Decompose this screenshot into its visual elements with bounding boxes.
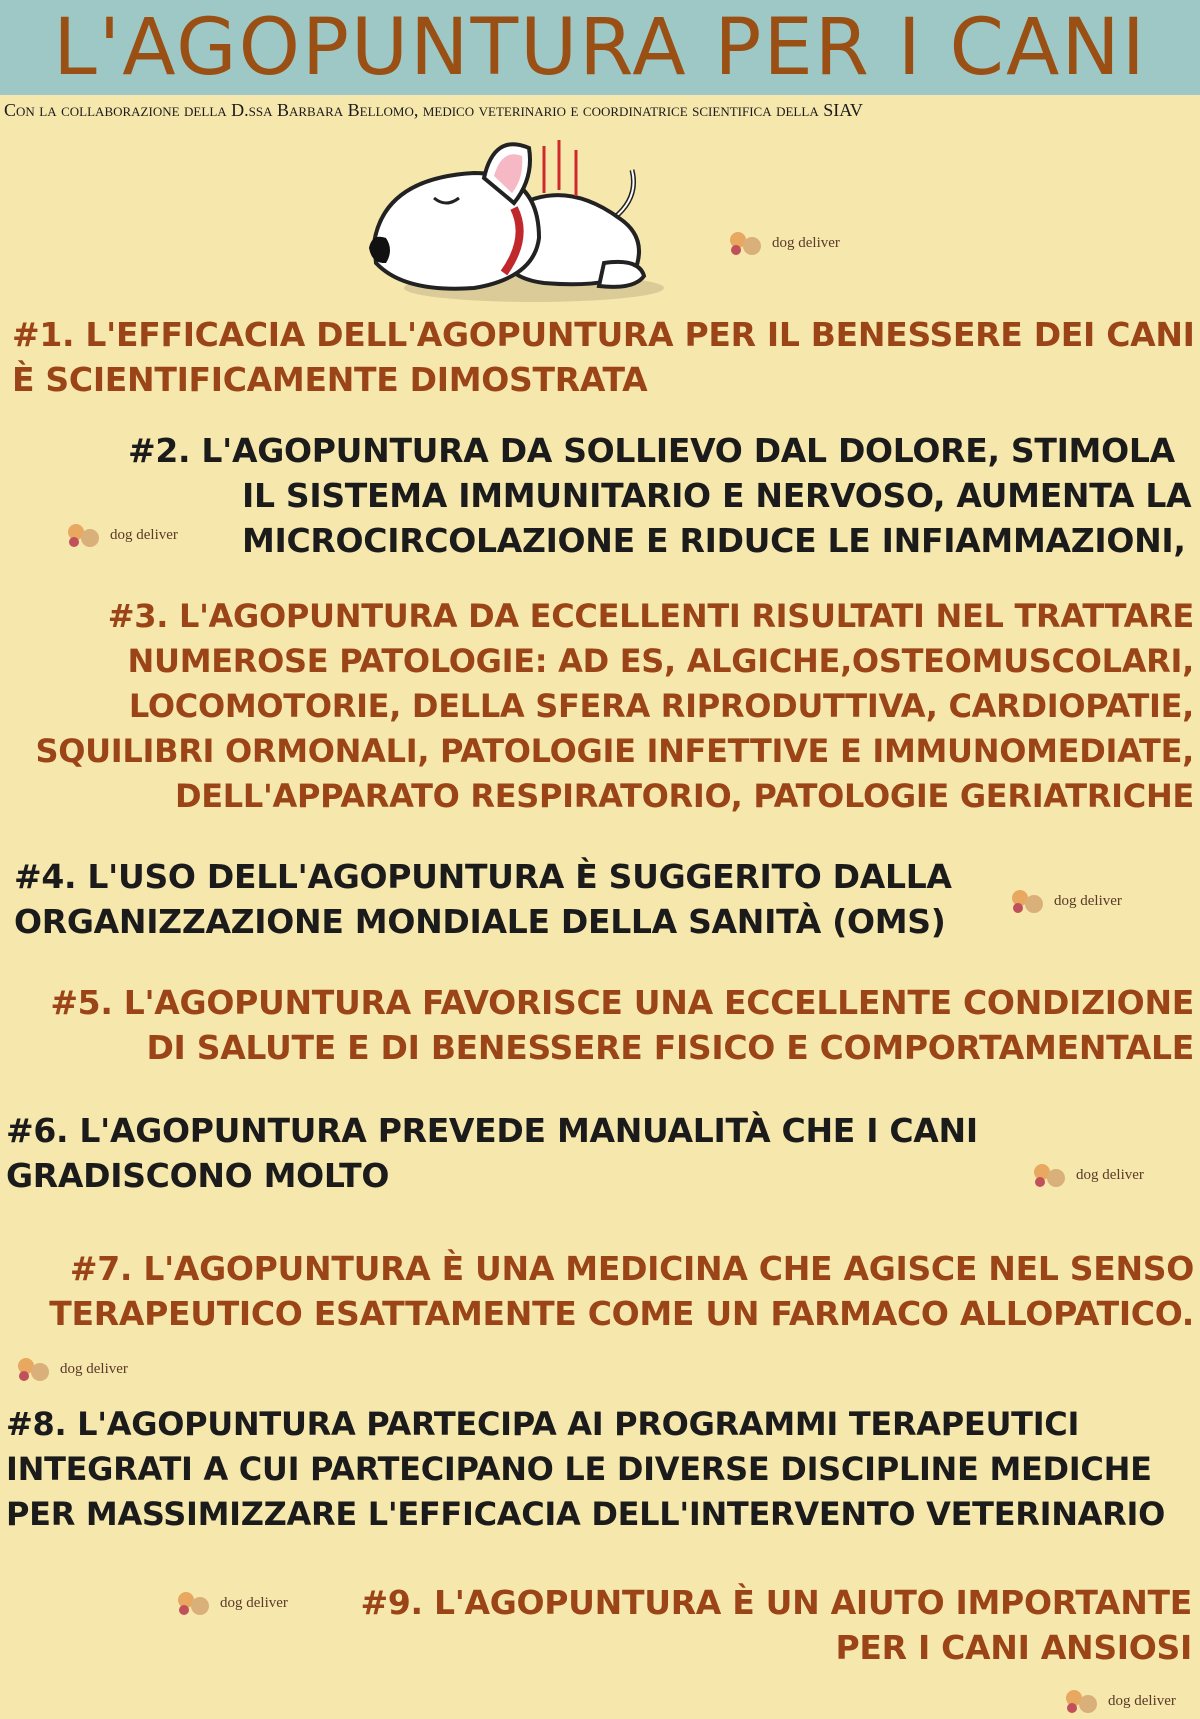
item-2-line: IL SISTEMA IMMUNITARIO E NERVOSO, AUMENTA LA bbox=[242, 476, 1192, 515]
dog-deliver-text: dog deliver bbox=[1076, 1166, 1144, 1183]
item-6 bbox=[6, 1108, 978, 1198]
item-3-line: LOCOMOTORIE, DELLA SFERA RIPRODUTTIVA, CARDIOPATIE, bbox=[128, 687, 1194, 725]
dog-deliver-text: dog deliver bbox=[220, 1594, 288, 1611]
item-3 bbox=[35, 594, 1194, 819]
dog-deliver-logo bbox=[1008, 886, 1122, 916]
item-1 bbox=[12, 312, 1195, 402]
dog-deliver-logo bbox=[1030, 1160, 1144, 1190]
item-4-line: #4. L'USO DELL'AGOPUNTURA È SUGGERITO DALLA bbox=[14, 857, 952, 896]
dog-deliver-icon bbox=[1030, 1160, 1070, 1190]
dog-deliver-logo bbox=[174, 1588, 288, 1618]
dog-deliver-text: dog deliver bbox=[1108, 1692, 1176, 1709]
dog-deliver-logo bbox=[1062, 1686, 1176, 1716]
item-1-line: È SCIENTIFICAMENTE DIMOSTRATA bbox=[12, 360, 648, 399]
dog-deliver-icon bbox=[174, 1588, 214, 1618]
item-6-line: GRADISCONO MOLTO bbox=[6, 1156, 390, 1195]
item-9 bbox=[361, 1580, 1192, 1670]
dog-deliver-logo bbox=[14, 1354, 128, 1384]
dog-deliver-text: dog deliver bbox=[772, 234, 840, 251]
item-7 bbox=[49, 1246, 1194, 1336]
item-7-line: #7. L'AGOPUNTURA È UNA MEDICINA CHE AGISCE NEL SENSO bbox=[69, 1249, 1194, 1288]
page-subtitle: Con la collaborazione della D.ssa Barbara Bellomo, medico veterinario e coordinatrice scientifica della SIAV bbox=[4, 100, 863, 120]
item-2 bbox=[128, 428, 1190, 563]
item-5 bbox=[50, 980, 1194, 1070]
item-3-line: #3. L'AGOPUNTURA DA ECCELLENTI RISULTATI NEL TRATTARE bbox=[107, 597, 1194, 635]
dog-tail bbox=[614, 170, 634, 218]
item-8-line: INTEGRATI A CUI PARTECIPANO LE DIVERSE DISCIPLINE MEDICHE bbox=[6, 1450, 1152, 1488]
dog-deliver-text: dog deliver bbox=[60, 1360, 128, 1377]
item-2-line: #2. L'AGOPUNTURA DA SOLLIEVO DAL DOLORE, STIMOLA bbox=[128, 431, 1175, 470]
item-8-line: #8. L'AGOPUNTURA PARTECIPA AI PROGRAMMI TERAPEUTICI bbox=[6, 1405, 1080, 1443]
dog-deliver-text: dog deliver bbox=[1054, 892, 1122, 909]
sleeping-dog-illustration bbox=[364, 138, 694, 308]
item-4 bbox=[14, 854, 952, 944]
dog-deliver-icon bbox=[1008, 886, 1048, 916]
item-8-line: PER MASSIMIZZARE L'EFFICACIA DELL'INTERVENTO VETERINARIO bbox=[6, 1495, 1165, 1533]
dog-deliver-icon bbox=[14, 1354, 54, 1384]
item-3-line: SQUILIBRI ORMONALI, PATOLOGIE INFETTIVE E IMMUNOMEDIATE, bbox=[35, 732, 1194, 770]
item-3-line: NUMEROSE PATOLOGIE: AD ES, ALGICHE,OSTEOMUSCOLARI, bbox=[127, 642, 1194, 680]
item-5-line: #5. L'AGOPUNTURA FAVORISCE UNA ECCELLENTE CONDIZIONE bbox=[50, 983, 1194, 1022]
item-9-line: #9. L'AGOPUNTURA È UN AIUTO IMPORTANTE bbox=[360, 1583, 1192, 1622]
dog-deliver-logo bbox=[726, 228, 840, 258]
item-7-line: TERAPEUTICO ESATTAMENTE COME UN FARMACO ALLOPATICO. bbox=[49, 1294, 1194, 1333]
item-2-line: MICROCIRCOLAZIONE E RIDUCE LE INFIAMMAZIONI, bbox=[242, 521, 1186, 560]
item-6-line: #6. L'AGOPUNTURA PREVEDE MANUALITÀ CHE I CANI bbox=[6, 1111, 978, 1150]
item-5-line: DI SALUTE E DI BENESSERE FISICO E COMPORTAMENTALE bbox=[146, 1028, 1194, 1067]
item-1-line: #1. L'EFFICACIA DELL'AGOPUNTURA PER IL BENESSERE DEI CANI bbox=[12, 315, 1195, 354]
dog-deliver-icon bbox=[64, 520, 104, 550]
dog-deliver-icon bbox=[1062, 1686, 1102, 1716]
dog-deliver-text: dog deliver bbox=[110, 526, 178, 543]
item-9-line: PER I CANI ANSIOSI bbox=[835, 1628, 1192, 1667]
page-title: L'AGOPUNTURA PER I CANI bbox=[53, 3, 1147, 93]
dog-paw bbox=[599, 262, 644, 287]
item-3-line: DELL'APPARATO RESPIRATORIO, PATOLOGIE GERIATRICHE bbox=[174, 777, 1194, 815]
dog-deliver-icon bbox=[726, 228, 766, 258]
item-4-line: ORGANIZZAZIONE MONDIALE DELLA SANITÀ (OMS) bbox=[14, 902, 946, 941]
item-8 bbox=[6, 1402, 1165, 1537]
dog-nose bbox=[369, 237, 390, 263]
